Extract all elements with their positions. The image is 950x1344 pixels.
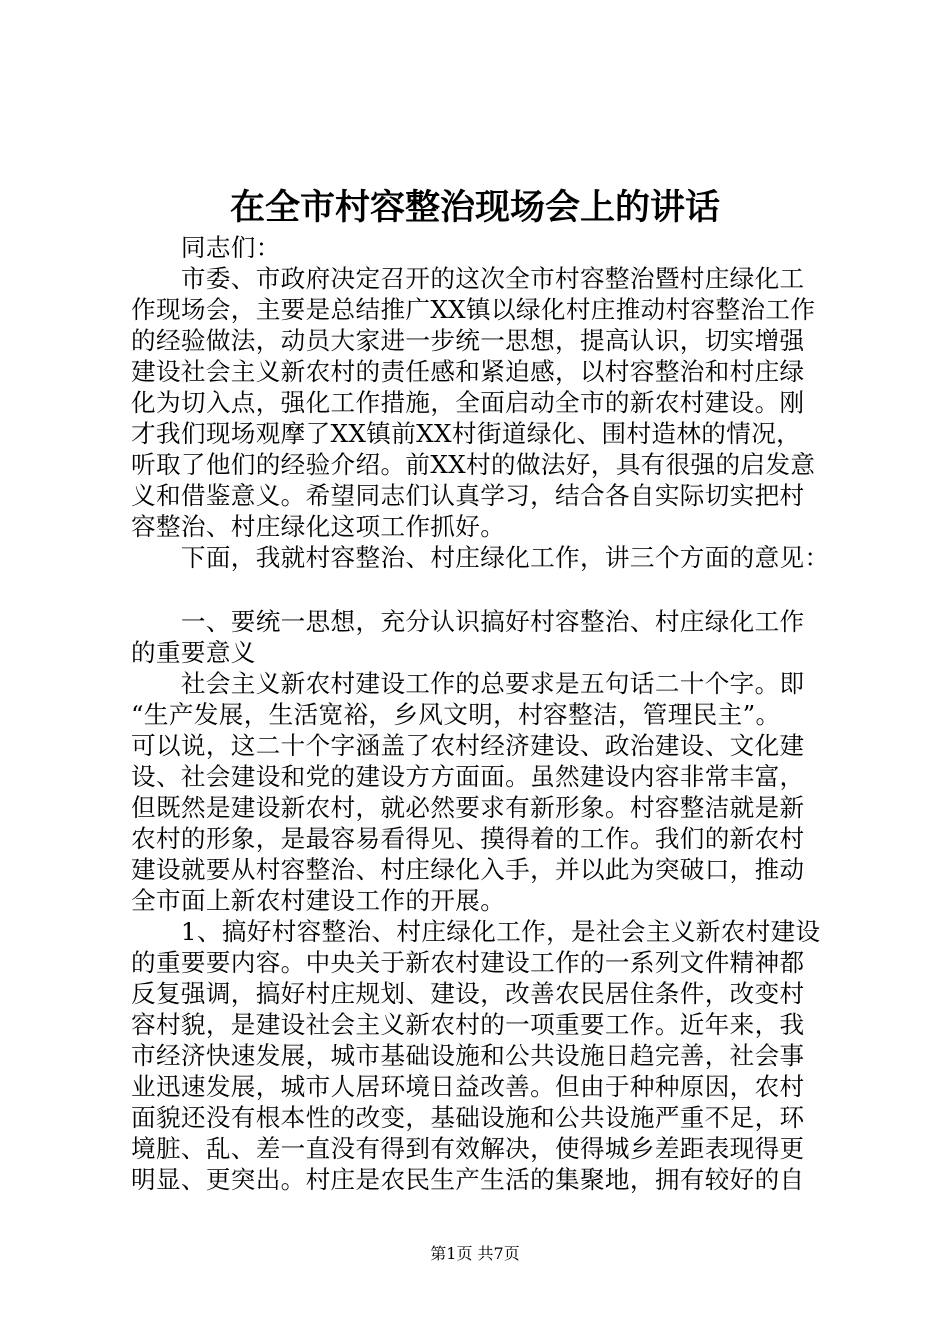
body-line: 农村的形象，是最容易看得见、摸得着的工作。我们的新农村 — [131, 824, 805, 853]
document-title: 在全市村容整治现场会上的讲话 — [229, 187, 720, 228]
body-line: 的重要意义 — [131, 638, 256, 667]
body-line: “生产发展，生活宽裕，乡风文明，村容整洁，管理民主”。 — [131, 700, 781, 729]
body-line: 才我们现场观摩了XX镇前XX村街道绿化、围村造林的情况， — [131, 419, 802, 448]
body-line: 市经济快速发展，城市基础设施和公共设施日趋完善，社会事 — [131, 1041, 805, 1070]
body-line: 作现场会，主要是总结推广XX镇以绿化村庄推动村容整治工作 — [131, 295, 816, 324]
body-line: 但既然是建设新农村，就必然要求有新形象。村容整洁就是新 — [131, 793, 805, 822]
body-line: 明显、更突出。村庄是农民生产生活的集聚地，拥有较好的自 — [131, 1165, 805, 1194]
body-line: 业迅速发展，城市人居环境日益改善。但由于种种原因，农村 — [131, 1072, 805, 1101]
body-line: 一、要统一思想，充分认识搞好村容整治、村庄绿化工作 — [131, 607, 805, 636]
body-line: 听取了他们的经验介绍。前XX村的做法好，具有很强的启发意 — [131, 450, 816, 479]
body-line: 反复强调，搞好村庄规划、建设，改善农民居住条件，改变村 — [131, 979, 805, 1008]
body-line: 建设就要从村容整治、村庄绿化入手，并以此为突破口，推动 — [131, 855, 805, 884]
body-line: 下面，我就村容整治、村庄绿化工作，讲三个方面的意见： — [131, 543, 830, 572]
body-line: 同志们： — [131, 233, 281, 262]
body-line: 义和借鉴意义。希望同志们认真学习，结合各自实际切实把村 — [131, 481, 805, 510]
blank-line — [131, 573, 831, 606]
body-line: 的经验做法，动员大家进一步统一思想，提高认识，切实增强 — [131, 326, 805, 355]
body-line: 市委、市政府决定召开的这次全市村容整治暨村庄绿化工 — [131, 264, 805, 293]
body-line: 1、搞好村容整治、村庄绿化工作，是社会主义新农村建设 — [131, 917, 821, 946]
body-line: 面貌还没有根本性的改变，基础设施和公共设施严重不足，环 — [131, 1103, 805, 1132]
body-line: 设、社会建设和党的建设方方面面。虽然建设内容非常丰富， — [131, 762, 805, 791]
document-body — [131, 232, 831, 1195]
body-line: 建设社会主义新农村的责任感和紧迫感，以村容整治和村庄绿 — [131, 357, 805, 386]
page-footer: 第1页 共7页 — [430, 1244, 520, 1263]
body-line: 全市面上新农村建设工作的开展。 — [131, 886, 506, 915]
body-line: 境脏、乱、差一直没有得到有效解决，使得城乡差距表现得更 — [131, 1134, 805, 1163]
body-line: 可以说，这二十个字涵盖了农村经济建设、政治建设、文化建 — [131, 731, 805, 760]
body-line: 化为切入点，强化工作措施，全面启动全市的新农村建设。刚 — [131, 388, 805, 417]
body-line: 社会主义新农村建设工作的总要求是五句话二十个字。即 — [131, 669, 805, 698]
body-line: 的重要要内容。中央关于新农村建设工作的一系列文件精神都 — [131, 948, 805, 977]
body-line: 容整治、村庄绿化这项工作抓好。 — [131, 512, 506, 541]
body-line: 容村貌，是建设社会主义新农村的一项重要工作。近年来，我 — [131, 1010, 805, 1039]
